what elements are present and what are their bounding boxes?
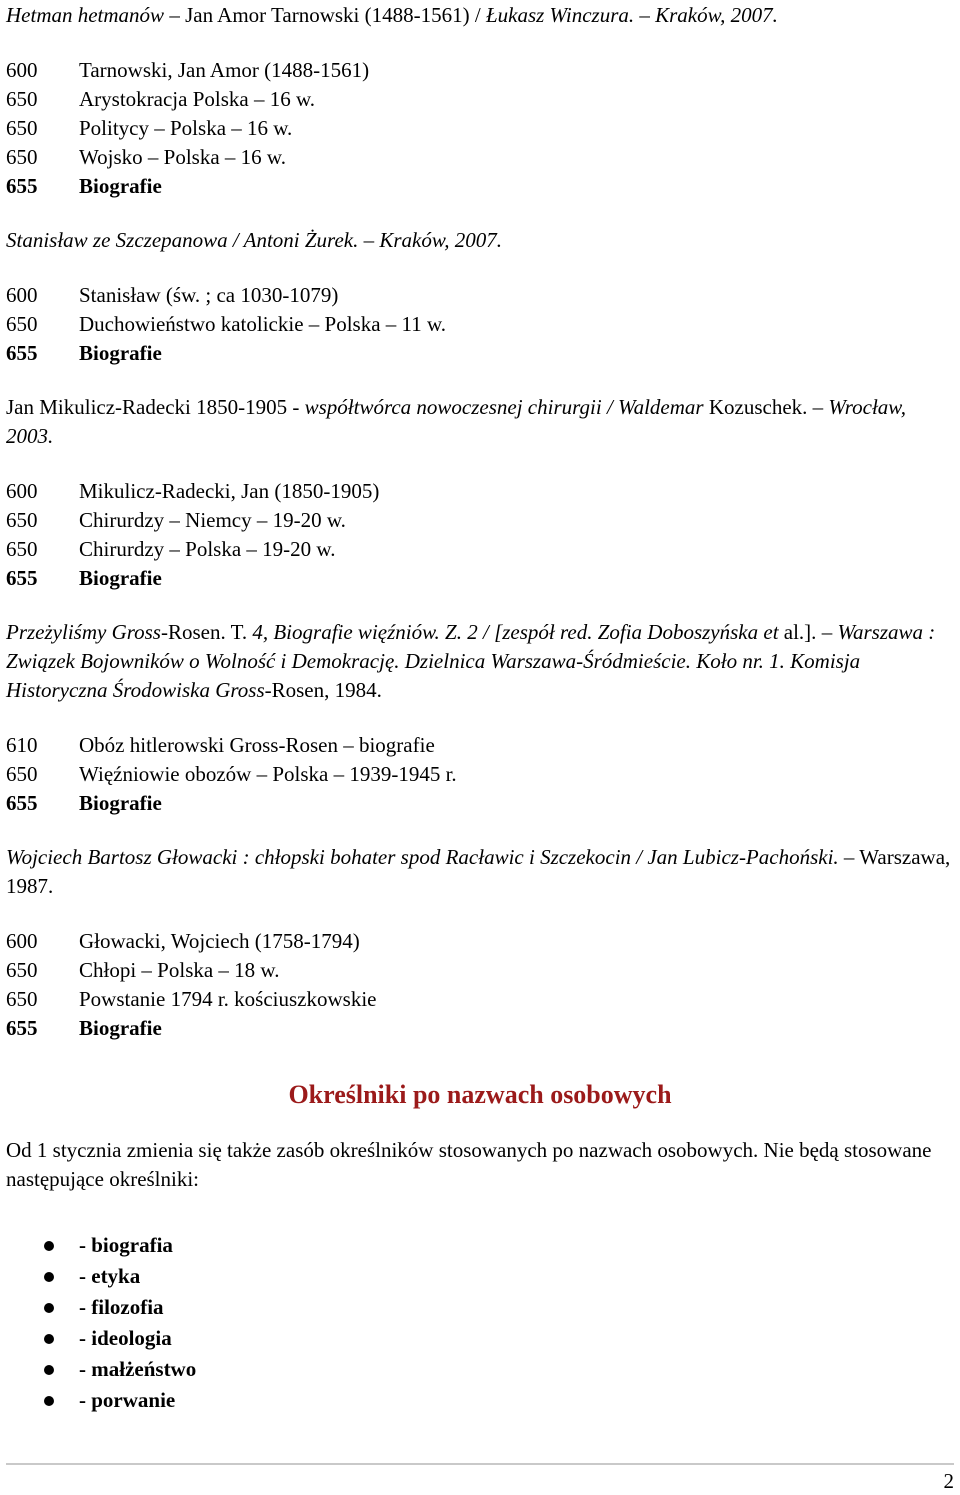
- entry-title-segment: 4, Biografie więźniów. Z. 2 / [zespół red. Zofia Doboszyńska et: [252, 620, 784, 644]
- marc-field-value: Obóz hitlerowski Gross-Rosen – biografie: [79, 733, 435, 757]
- marc-tag: 650: [6, 537, 38, 561]
- marc-tag: 650: [6, 987, 38, 1011]
- marc-field-value: Biografie: [79, 791, 162, 815]
- list-item: [6, 1354, 954, 1385]
- bullet-icon: [44, 1241, 54, 1251]
- marc-field: [6, 927, 954, 956]
- entry-title-segment: Hetman hetmanów –: [6, 3, 186, 27]
- entry-title-segment: Jan Mikulicz-Radecki 1850-1905 -: [6, 395, 305, 419]
- entry-title: [6, 226, 954, 255]
- marc-tag: 600: [6, 58, 38, 82]
- bullet-icon: [44, 1303, 54, 1313]
- marc-tag: 650: [6, 87, 38, 111]
- entry-title-segment: Jan Amor Tarnowski (1488-1561) /: [185, 3, 486, 27]
- marc-field: [6, 172, 954, 201]
- entry-fields: [6, 56, 954, 201]
- entry-title-segment: Rosen, 1984.: [271, 678, 382, 702]
- marc-tag: 600: [6, 283, 38, 307]
- marc-tag: 655: [6, 566, 38, 590]
- marc-field: [6, 281, 954, 310]
- list-item: [6, 1261, 954, 1292]
- marc-field-value: Tarnowski, Jan Amor (1488-1561): [79, 58, 370, 82]
- marc-field: [6, 564, 954, 593]
- entry-title: [6, 1, 954, 30]
- marc-field: [6, 56, 954, 85]
- marc-field: [6, 1014, 954, 1043]
- marc-field: [6, 760, 954, 789]
- marc-field-value: Chirurdzy – Niemcy – 19-20 w.: [79, 508, 346, 532]
- marc-field-value: Chirurdzy – Polska – 19-20 w.: [79, 537, 336, 561]
- marc-tag: 655: [6, 1016, 38, 1040]
- subdivision-list: [6, 1230, 954, 1416]
- entry-title-segment: Kozuschek.: [708, 395, 813, 419]
- entry-fields: [6, 731, 954, 818]
- marc-tag: 650: [6, 762, 38, 786]
- list-item-label: - biografia: [79, 1233, 173, 1257]
- marc-tag: 655: [6, 174, 38, 198]
- marc-field-value: Stanisław (św. ; ca 1030-1079): [79, 283, 339, 307]
- marc-tag: 655: [6, 791, 38, 815]
- marc-field-value: Więźniowie obozów – Polska – 1939-1945 r.: [79, 762, 457, 786]
- entry-fields: [6, 281, 954, 368]
- marc-field: [6, 85, 954, 114]
- bullet-icon: [44, 1272, 54, 1282]
- marc-field-value: Biografie: [79, 566, 162, 590]
- marc-tag: 650: [6, 958, 38, 982]
- list-item-label: - filozofia: [79, 1295, 164, 1319]
- list-item-label: - małżeństwo: [79, 1357, 197, 1381]
- marc-tag: 650: [6, 508, 38, 532]
- marc-field: [6, 143, 954, 172]
- marc-field: [6, 535, 954, 564]
- marc-field-value: Arystokracja Polska – 16 w.: [79, 87, 316, 111]
- marc-field: [6, 731, 954, 760]
- entry-title: [6, 393, 954, 451]
- marc-field-value: Głowacki, Wojciech (1758-1794): [79, 929, 360, 953]
- marc-tag: 610: [6, 733, 38, 757]
- list-item: [6, 1230, 954, 1261]
- entry-fields: [6, 927, 954, 1043]
- marc-field-value: Biografie: [79, 174, 162, 198]
- bullet-icon: [44, 1365, 54, 1375]
- marc-tag: 655: [6, 341, 38, 365]
- marc-field: [6, 789, 954, 818]
- marc-tag: 650: [6, 312, 38, 336]
- marc-field-value: Duchowieństwo katolickie – Polska – 11 w.: [79, 312, 447, 336]
- marc-field: [6, 114, 954, 143]
- list-item: [6, 1323, 954, 1354]
- entry-title-segment: al.].: [783, 620, 822, 644]
- marc-field-value: Biografie: [79, 341, 162, 365]
- marc-tag: 650: [6, 145, 38, 169]
- entry-title-segment: Wojciech Bartosz Głowacki : chłopski bohater spod Racławic i Szczekocin / Jan Lubicz-Pachoński.: [6, 845, 844, 869]
- section-heading: Określniki po nazwach osobowych: [288, 1080, 672, 1109]
- entry-title-segment: – Wrocław, 2003.: [6, 395, 906, 448]
- entry-fields: [6, 477, 954, 593]
- entry-title-segment: Łukasz Winczura. – Kraków, 2007.: [485, 3, 778, 27]
- list-item-label: - porwanie: [79, 1388, 176, 1412]
- marc-tag: 650: [6, 116, 38, 140]
- marc-field: [6, 477, 954, 506]
- document-page: [6, 0, 954, 1416]
- bullet-icon: [44, 1334, 54, 1344]
- marc-field: [6, 506, 954, 535]
- marc-field-value: Mikulicz-Radecki, Jan (1850-1905): [79, 479, 380, 503]
- marc-field-value: Chłopi – Polska – 18 w.: [79, 958, 280, 982]
- list-item-label: - etyka: [79, 1264, 141, 1288]
- marc-field: [6, 339, 954, 368]
- entry-title-segment: Rosen. T.: [167, 620, 253, 644]
- marc-tag: 600: [6, 929, 38, 953]
- footer-divider: [6, 1463, 954, 1465]
- entry-title: [6, 843, 954, 901]
- marc-field: [6, 310, 954, 339]
- page-number: 2: [943, 1469, 954, 1493]
- marc-tag: 600: [6, 479, 38, 503]
- entry-title-segment: – Warszawa, 1987.: [6, 845, 951, 898]
- entry-title-segment: – Warszawa : Związek Bojowników o Wolność i Demokrację. Dzielnica Warszawa-Śródmieście. Koło nr. 1. Komisja Historyczna Środowiska Gross-: [6, 620, 936, 702]
- entry-title: [6, 618, 954, 705]
- marc-field-value: Biografie: [79, 1016, 162, 1040]
- catalog-entries: [6, 1, 954, 1043]
- marc-field: [6, 985, 954, 1014]
- marc-field-value: Wojsko – Polska – 16 w.: [79, 145, 286, 169]
- entry-title-segment: Przeżyliśmy Gross-: [6, 620, 168, 644]
- entry-title-segment: Stanisław ze Szczepanowa / Antoni Żurek. – Kraków, 2007.: [6, 228, 503, 252]
- entry-title-segment: współtwórca nowoczesnej chirurgii / Waldemar: [304, 395, 709, 419]
- marc-field-value: Powstanie 1794 r. kościuszkowskie: [79, 987, 377, 1011]
- marc-field: [6, 956, 954, 985]
- marc-field-value: Politycy – Polska – 16 w.: [79, 116, 293, 140]
- list-item: [6, 1292, 954, 1323]
- list-item-label: - ideologia: [79, 1326, 172, 1350]
- section-paragraph: Od 1 stycznia zmienia się także zasób określników stosowanych po nazwach osobowych. Nie będą stosowane następujące określniki:: [6, 1138, 932, 1191]
- bullet-icon: [44, 1396, 54, 1406]
- list-item: [6, 1385, 954, 1416]
